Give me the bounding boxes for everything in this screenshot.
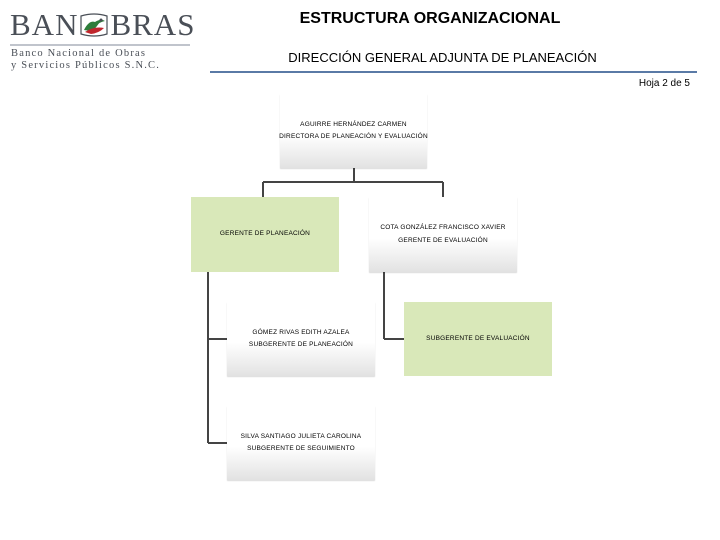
subgerente-evaluacion-title: SUBGERENTE DE EVALUACIÓN — [426, 334, 530, 342]
logo-name-right: BRAS — [110, 7, 196, 42]
director-title: DIRECTORA DE PLANEACIÓN Y EVALUACIÓN — [279, 133, 428, 140]
gerente-evaluacion-name: COTA GONZÁLEZ FRANCISCO XAVIER — [380, 224, 506, 232]
subgerente-planeacion-name: GÓMEZ RIVAS EDITH AZALEA — [252, 328, 350, 336]
page-subtitle: DIRECCIÓN GENERAL ADJUNTA DE PLANEACIÓN — [288, 50, 597, 65]
subgerente-evaluacion-box — [404, 302, 552, 376]
logo-tagline-line2: y Servicios Públicos S.N.C. — [11, 60, 161, 71]
subgerente-seguimiento-box — [227, 406, 375, 480]
page-number: Hoja 2 de 5 — [638, 78, 690, 89]
subgerente-planeacion-box — [227, 302, 375, 376]
director-box — [280, 94, 427, 168]
gerente-evaluacion-title: GERENTE DE EVALUACIÓN — [398, 236, 488, 244]
gerente-planeacion-title: GERENTE DE PLANEACIÓN — [219, 230, 311, 238]
logo-name-left: BAN — [10, 7, 79, 42]
logo-tagline-line1: Banco Nacional de Obras — [11, 48, 147, 59]
gerente-planeacion-box — [191, 197, 339, 272]
subgerente-seguimiento-name: SILVA SANTIAGO JULIETA CAROLINA — [240, 432, 362, 440]
director-name: AGUIRRE HERNÁNDEZ CARMEN — [300, 120, 407, 128]
subgerente-seguimiento-title: SUBGERENTE DE SEGUIMIENTO — [247, 445, 355, 452]
gerente-evaluacion-box — [369, 197, 517, 272]
page-title: ESTRUCTURA ORGANIZACIONAL — [299, 10, 561, 27]
subgerente-planeacion-title: SUBGERENTE DE PLANEACIÓN — [248, 341, 354, 348]
